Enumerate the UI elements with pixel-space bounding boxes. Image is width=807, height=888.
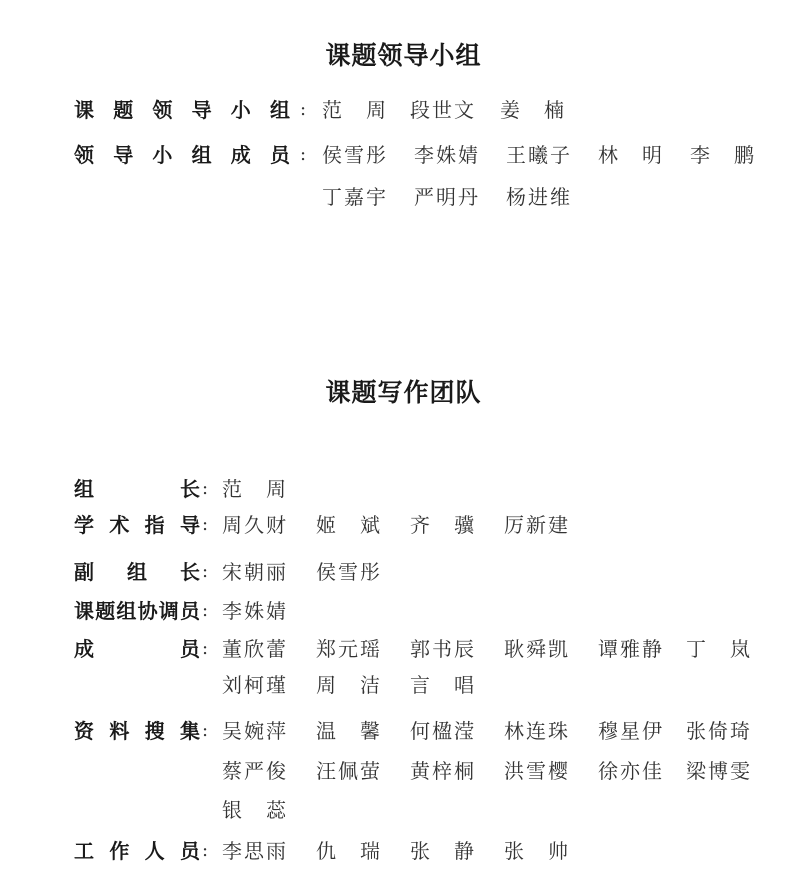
member-name: 周久财: [222, 513, 288, 537]
member-name: 段世文: [410, 98, 476, 122]
member-name: 范 周: [322, 98, 388, 122]
member-name: 张 帅: [504, 839, 570, 863]
member-name: 李姝婧: [414, 143, 480, 167]
row-colon: :: [300, 144, 307, 165]
member-name: 李姝婧: [222, 599, 288, 623]
row-colon: :: [202, 600, 209, 621]
member-name: 何楹滢: [410, 719, 476, 743]
member-name: 严明丹: [414, 185, 480, 209]
member-name: 范 周: [222, 477, 288, 501]
team-row-research-cont: [0, 756, 807, 786]
row-colon: :: [202, 720, 209, 741]
row-label: 组长: [74, 477, 200, 501]
team-row-members-cont: [0, 670, 807, 700]
row-colon: :: [202, 561, 209, 582]
member-name: 张 静: [410, 839, 476, 863]
member-name: 李思雨: [222, 839, 288, 863]
member-name: 厉新建: [504, 513, 570, 537]
member-name: 侯雪彤: [322, 143, 388, 167]
member-name: 姜 楠: [500, 98, 566, 122]
member-name: 穆星伊: [598, 719, 664, 743]
team-row-staff: [0, 836, 807, 866]
member-name: 耿舜凯: [504, 637, 570, 661]
member-name: 郑元瑶: [316, 637, 382, 661]
member-name: 林连珠: [504, 719, 570, 743]
team-row-leader: [0, 474, 807, 504]
row-label: 副组长: [74, 560, 200, 584]
member-name: 杨进维: [506, 185, 572, 209]
leadership-section-title: 课题领导小组: [325, 41, 482, 70]
leadership-row-members-cont: [0, 182, 807, 212]
member-name: 蔡严俊: [222, 759, 288, 783]
row-colon: :: [202, 840, 209, 861]
row-label: 学术指导: [74, 513, 200, 537]
member-name: 吴婉萍: [222, 719, 288, 743]
member-name: 郭书辰: [410, 637, 476, 661]
team-row-members: [0, 634, 807, 664]
member-name: 徐亦佳: [598, 759, 664, 783]
team-row-coordinator: [0, 596, 807, 626]
row-label: 成员: [74, 637, 200, 661]
team-row-research: [0, 716, 807, 746]
member-name: 洪雪樱: [504, 759, 570, 783]
leadership-row-members: [0, 140, 807, 170]
leadership-row-leaders: [0, 95, 807, 125]
member-name: 黄梓桐: [410, 759, 476, 783]
member-name: 丁嘉宇: [322, 185, 388, 209]
member-name: 谭雅静: [598, 637, 664, 661]
member-name: 李 鹏: [690, 143, 756, 167]
row-colon: :: [300, 99, 307, 120]
member-name: 侯雪彤: [316, 560, 382, 584]
member-name: 刘柯瑾: [222, 673, 288, 697]
member-name: 汪佩萤: [316, 759, 382, 783]
team-row-deputy-leaders: [0, 557, 807, 587]
member-name: 王曦子: [506, 143, 572, 167]
team-row-research-cont-2: [0, 795, 807, 825]
row-label: 课题领导小组: [74, 98, 290, 122]
member-name: 梁博雯: [686, 759, 752, 783]
member-name: 林 明: [598, 143, 664, 167]
member-name: 姬 斌: [316, 513, 382, 537]
member-name: 张倚琦: [686, 719, 752, 743]
row-colon: :: [202, 514, 209, 535]
member-name: 齐 骥: [410, 513, 476, 537]
member-name: 温 馨: [316, 719, 382, 743]
writing-team-section-title: 课题写作团队: [325, 378, 482, 407]
row-label: 领导小组成员: [74, 143, 290, 167]
member-name: 银 蕊: [222, 798, 288, 822]
member-name: 周 洁: [316, 673, 382, 697]
row-label: 工作人员: [74, 839, 200, 863]
row-colon: :: [202, 638, 209, 659]
row-colon: :: [202, 478, 209, 499]
row-label: 课题组协调员: [74, 599, 200, 623]
member-name: 言 唱: [410, 673, 476, 697]
member-name: 丁 岚: [686, 637, 752, 661]
row-label: 资料搜集: [74, 719, 200, 743]
member-name: 宋朝丽: [222, 560, 288, 584]
member-name: 仇 瑞: [316, 839, 382, 863]
team-row-advisors: [0, 510, 807, 540]
member-name: 董欣蕾: [222, 637, 288, 661]
